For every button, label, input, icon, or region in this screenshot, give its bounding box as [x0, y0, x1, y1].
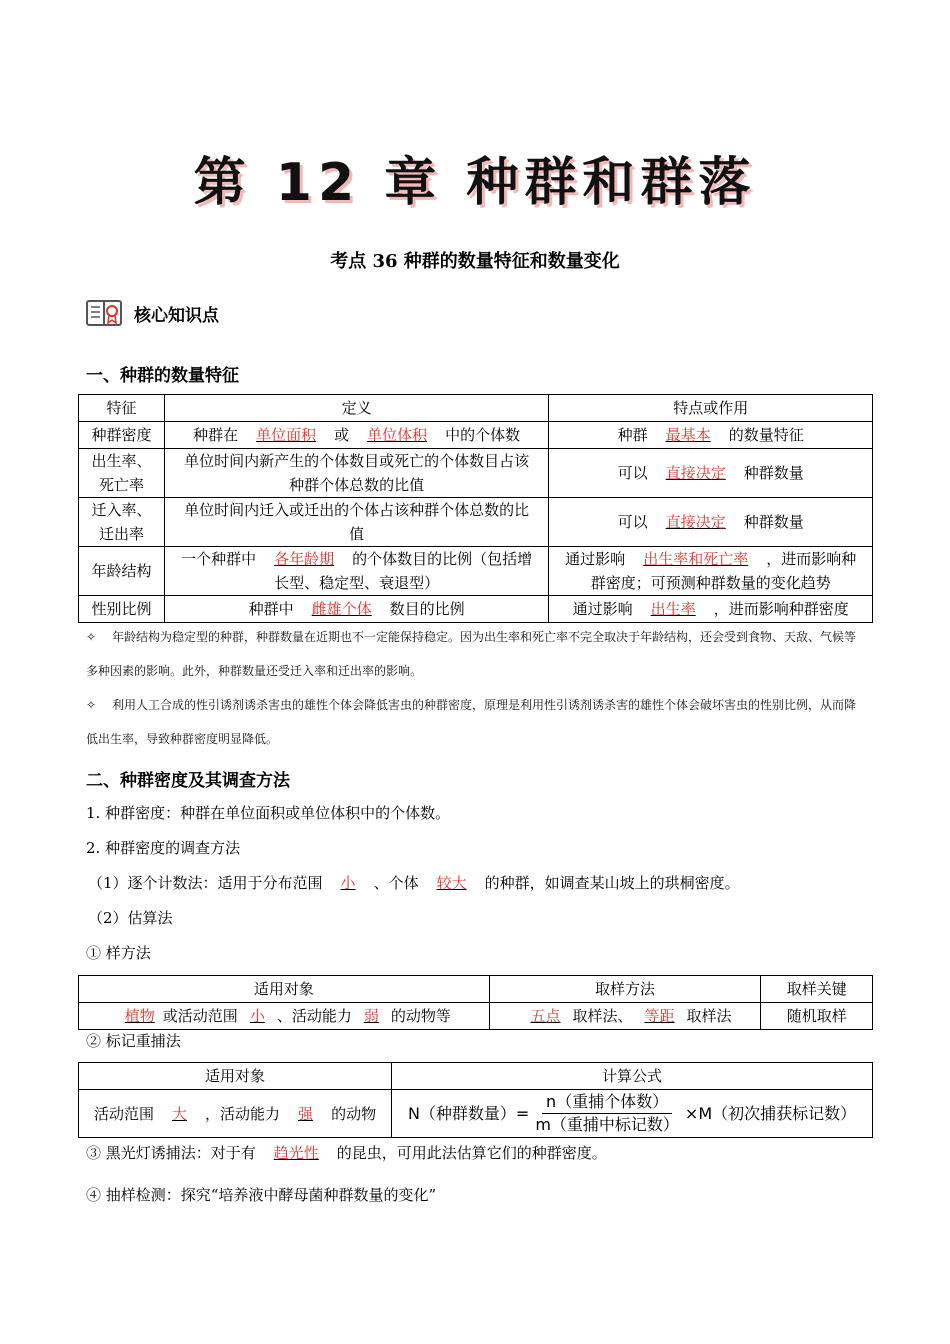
section2-heading: 二、种群密度及其调查方法 [86, 771, 290, 791]
note-1: ✧ 年龄结构为稳定型的种群，种群数量在近期也不一定能保持稳定。因为出生率和死亡率不完全取决于年龄结构，还会受到食物、天敌、气候等多种因素的影响。此外，种群数量还受迁入率和迁出率的影响。 [86, 620, 866, 688]
table-header: 特征 [79, 395, 165, 422]
feature-name: 年龄结构 [79, 547, 165, 596]
light-trap-method: ③ 黑光灯诱捕法：对于有 趋光性 的昆虫，可用此法估算它们的种群密度。 [86, 1144, 607, 1162]
section1-heading: 一、种群的数量特征 [86, 366, 239, 386]
feature-definition: 一个种群中 各年龄期 的个体数目的比例（包括增长型、稳定型、衰退型） [164, 547, 548, 596]
answer-blank: 直接决定 [665, 464, 726, 482]
answer-blank: 大 [172, 1104, 188, 1123]
mark-recapture-title: ② 标记重捕法 [86, 1032, 181, 1050]
answer-blank: 单位体积 [367, 426, 428, 444]
feature-effect: 通过影响 出生率和死亡率 ，进而影响种群密度；可预测种群数量的变化趋势 [549, 547, 873, 596]
answer-blank: 等距 [644, 1007, 675, 1025]
table-header: 适用对象 [79, 976, 490, 1003]
answer-blank: 趋光性 [273, 1144, 319, 1162]
answer-blank: 各年龄期 [274, 550, 335, 568]
table-row [79, 1003, 873, 1030]
answer-blank: 较大 [436, 874, 467, 892]
sampling-detection: ④ 抽样检测：探究“培养液中酵母菌种群数量的变化” [86, 1186, 437, 1204]
answer-blank: 单位面积 [256, 426, 317, 444]
quadrat-table [78, 975, 873, 1030]
answer-blank: 植物 [124, 1007, 155, 1025]
chapter-title: 第 12 章 种群和群落 [193, 153, 757, 213]
answer-blank: 出生率 [650, 600, 696, 618]
applicable-objects: 活动范围 大 ，活动能力 强 的动物 [79, 1090, 392, 1138]
answer-blank: 五点 [530, 1007, 561, 1025]
mark-recapture-table [78, 1062, 873, 1138]
answer-blank: 强 [298, 1104, 314, 1123]
table-header: 计算公式 [392, 1063, 873, 1090]
survey-methods-title: 2. 种群密度的调查方法 [86, 839, 241, 857]
core-knowledge-label: 核心知识点 [134, 305, 219, 326]
answer-blank: 雌雄个体 [311, 600, 372, 618]
calculation-formula: N（种群数量）= $\frac{\text{n（重捕个体数）}}{\text{m（重捕中标记数）}}$ ×M（初次捕获标记数） [392, 1090, 873, 1138]
sampling-method: 五点 取样法、 等距 取样法 [489, 1003, 761, 1030]
feature-name: 性别比例 [79, 596, 165, 623]
feature-definition: 单位时间内迁入或迁出的个体占该种群个体总数的比值 [164, 498, 548, 547]
applicable-objects: 植物 或活动范围 小 、活动能力 弱 的动物等 [79, 1003, 490, 1030]
answer-blank: 出生率和死亡率 [643, 550, 749, 568]
answer-blank: 弱 [363, 1007, 379, 1025]
feature-effect: 种群 最基本 的数量特征 [549, 422, 873, 449]
table-row [79, 449, 873, 498]
population-features-table [78, 394, 873, 623]
answer-blank: 直接决定 [665, 513, 726, 531]
topic-title: 考点 36 种群的数量特征和数量变化 [330, 251, 620, 272]
table-header: 特点或作用 [549, 395, 873, 422]
count-method: （1）逐个计数法：适用于分布范围 小 、个体 较大 的种群，如调查某山坡上的珙桐密度。 [88, 874, 740, 892]
note-2: ✧ 利用人工合成的性引诱剂诱杀害虫的雄性个体会降低害虫的种群密度，原理是利用性引诱剂诱杀害的雄性个体会破坏害虫的性别比例，从而降低出生率，导致种群密度明显降低。 [86, 688, 866, 756]
answer-blank: 最基本 [665, 426, 711, 444]
feature-name: 种群密度 [79, 422, 165, 449]
diamond-bullet-icon: ✧ [86, 630, 97, 644]
estimation-method: （2）估算法 [88, 909, 173, 927]
table-header: 取样方法 [489, 976, 761, 1003]
table-header: 取样关键 [761, 976, 873, 1003]
sampling-key: 随机取样 [761, 1003, 873, 1030]
feature-name: 出生率、死亡率 [79, 449, 165, 498]
table-row [79, 1090, 873, 1138]
answer-blank: 小 [249, 1007, 265, 1025]
table-row [79, 547, 873, 596]
feature-name: 迁入率、迁出率 [79, 498, 165, 547]
table-header: 定义 [164, 395, 548, 422]
table-header: 适用对象 [79, 1063, 392, 1090]
feature-effect: 可以 直接决定 种群数量 [549, 498, 873, 547]
density-definition: 1. 种群密度：种群在单位面积或单位体积中的个体数。 [86, 804, 451, 822]
table-row [79, 498, 873, 547]
feature-definition: 单位时间内新产生的个体数目或死亡的个体数目占该种群个体总数的比值 [164, 449, 548, 498]
quadrat-method-title: ① 样方法 [86, 944, 151, 962]
feature-effect: 可以 直接决定 种群数量 [549, 449, 873, 498]
feature-definition: 种群在 单位面积 或 单位体积 中的个体数 [164, 422, 548, 449]
answer-blank: 小 [340, 874, 356, 892]
table-row [79, 422, 873, 449]
book-ribbon-icon [86, 299, 122, 327]
table-row [79, 596, 873, 623]
feature-definition: 种群中 雌雄个体 数目的比例 [164, 596, 548, 623]
diamond-bullet-icon: ✧ [86, 698, 97, 712]
feature-effect: 通过影响 出生率 ，进而影响种群密度 [549, 596, 873, 623]
formula-fraction: $\frac{\text{n（重捕个体数）}}{\text{m（重捕中标记数）}}$ [535, 1092, 679, 1134]
core-knowledge-header [86, 299, 219, 327]
